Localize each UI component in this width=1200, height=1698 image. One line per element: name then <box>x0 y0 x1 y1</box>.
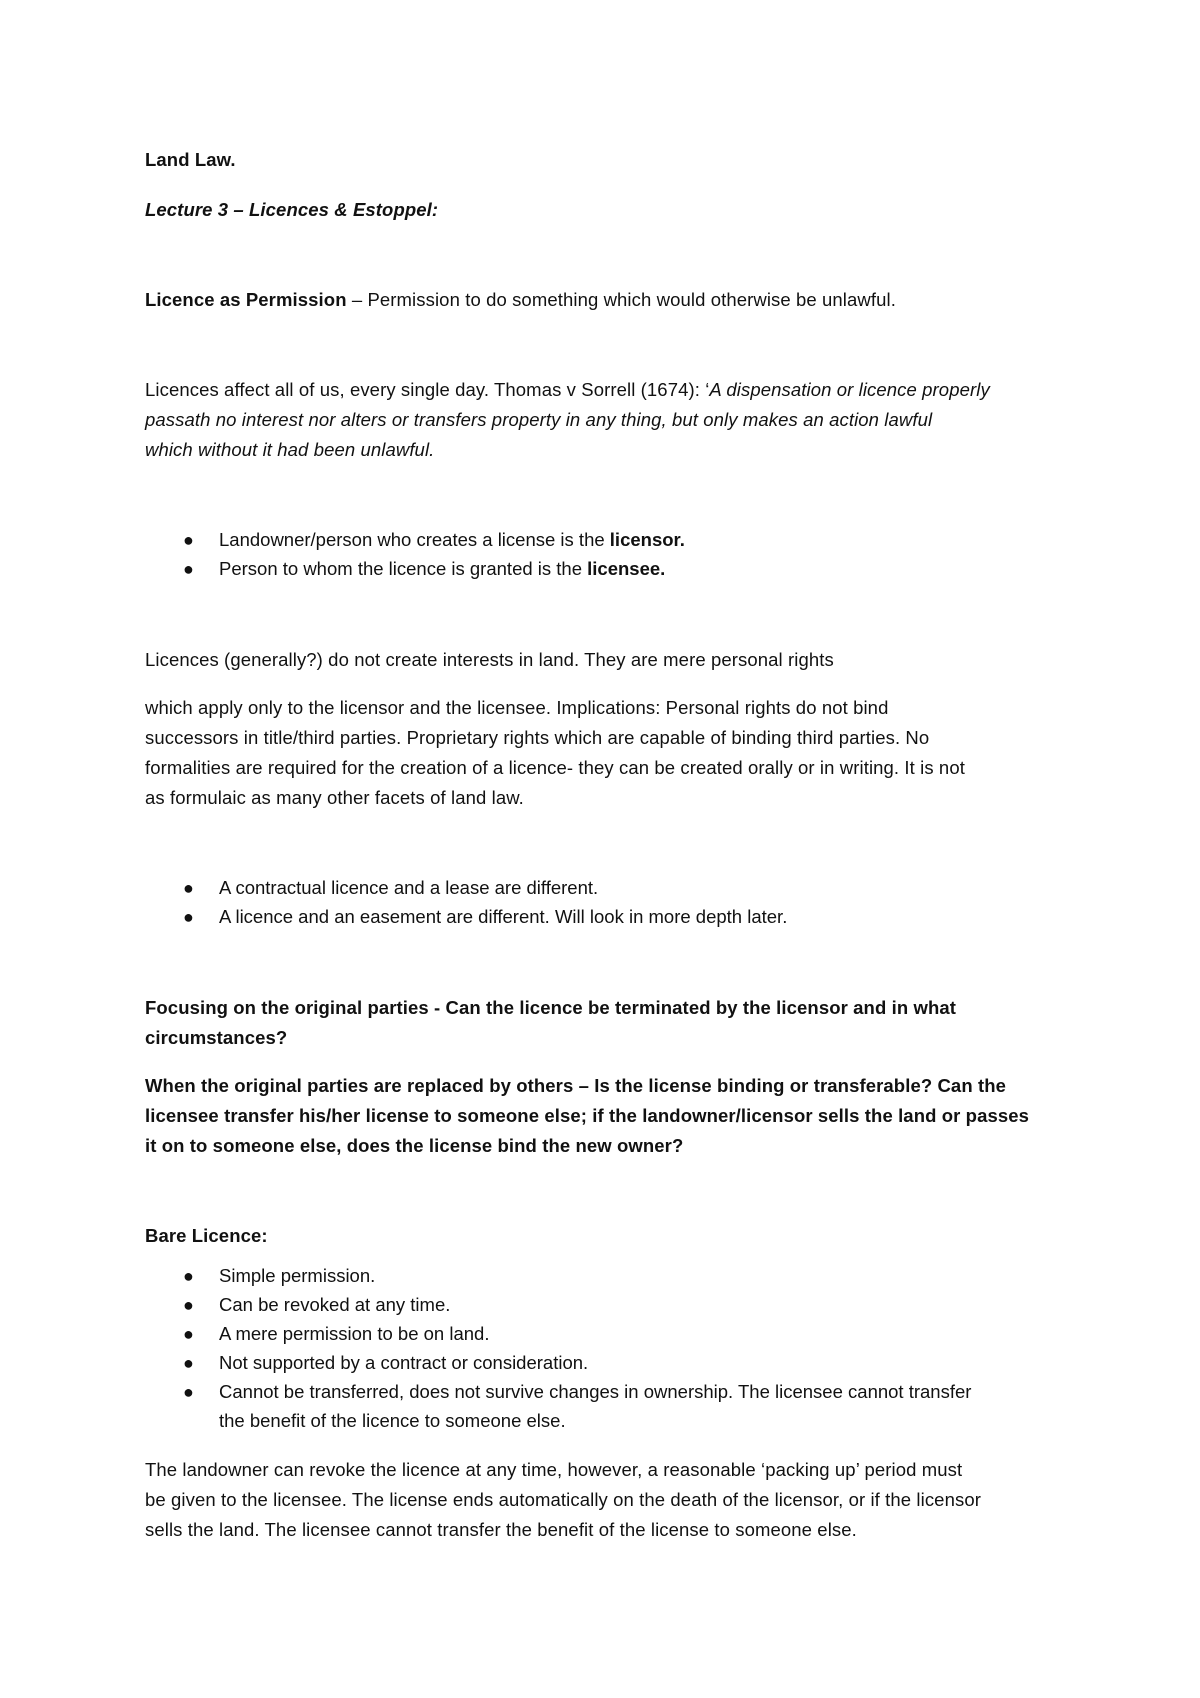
question-line: licensee transfer his/her license to someone else; if the landowner/licensor sells the land or passes <box>145 1105 1030 1126</box>
thomas-line-1 <box>145 378 990 402</box>
bullet-icon: ● <box>183 530 194 550</box>
question-line: Focusing on the original parties - Can the licence be terminated by the licensor and in what <box>145 997 957 1018</box>
bullet-icon: ● <box>183 1324 194 1344</box>
licence-permission-definition: – Permission to do something which would otherwise be unlawful. <box>346 289 896 310</box>
thomas-intro: Licences affect all of us, every single day. Thomas v Sorrell (1674): ‘ <box>145 379 710 400</box>
list-item: A mere permission to be on land. <box>219 1323 490 1344</box>
list-item: A contractual licence and a lease are different. <box>219 877 599 898</box>
bare-licence-para-line: sells the land. The licensee cannot transfer the benefit of the license to someone else. <box>145 1519 857 1540</box>
bullet-icon: ● <box>183 1266 194 1286</box>
personal-rights-para-line: successors in title/third parties. Proprietary rights which are capable of binding third parties. No <box>145 727 930 748</box>
list-item: Simple permission. <box>219 1265 376 1286</box>
lecture-subtitle: Lecture 3 – Licences & Estoppel: <box>145 199 439 220</box>
list-item: Not supported by a contract or consideration. <box>219 1352 589 1373</box>
bullet-icon: ● <box>183 1382 194 1402</box>
thomas-line-3: which without it had been unlawful. <box>145 439 435 460</box>
bullet-icon: ● <box>183 878 194 898</box>
bullet-icon: ● <box>183 559 194 579</box>
bare-licence-para-line: be given to the licensee. The license ends automatically on the death of the licensor, or if the licensor <box>145 1489 981 1510</box>
list-item: A licence and an easement are different. Will look in more depth later. <box>219 906 788 927</box>
thomas-quote-start: A dispensation or licence properly <box>709 379 990 400</box>
list-item <box>219 557 665 581</box>
list-item-continuation: the benefit of the licence to someone else. <box>219 1410 566 1431</box>
bullet-icon: ● <box>183 1353 194 1373</box>
thomas-line-2: passath no interest nor alters or transfers property in any thing, but only makes an action lawful <box>145 409 933 430</box>
question-line: circumstances? <box>145 1027 288 1048</box>
list-item-term: licensee. <box>587 558 666 579</box>
question-line: When the original parties are replaced by others – Is the license binding or transferable? Can the <box>145 1075 1007 1096</box>
question-line: it on to someone else, does the license bind the new owner? <box>145 1135 684 1156</box>
bullet-icon: ● <box>183 1295 194 1315</box>
personal-rights-para-line: which apply only to the licensor and the licensee. Implications: Personal rights do not bind <box>145 697 889 718</box>
list-item: Can be revoked at any time. <box>219 1294 451 1315</box>
list-item-text: Landowner/person who creates a license is the <box>219 529 610 550</box>
licence-permission-term: Licence as Permission <box>145 289 347 310</box>
document-title: Land Law. <box>145 149 236 170</box>
personal-rights-line: Licences (generally?) do not create interests in land. They are mere personal rights <box>145 649 834 670</box>
personal-rights-para-line: as formulaic as many other facets of land law. <box>145 787 524 808</box>
list-item: Cannot be transferred, does not survive changes in ownership. The licensee cannot transfer <box>219 1381 972 1402</box>
personal-rights-para-line: formalities are required for the creation of a licence- they can be created orally or in writing. It is not <box>145 757 965 778</box>
licence-permission-line <box>145 288 896 312</box>
bare-licence-para-line: The landowner can revoke the licence at any time, however, a reasonable ‘packing up’ period must <box>145 1459 963 1480</box>
bullet-icon: ● <box>183 907 194 927</box>
list-item-text: Person to whom the licence is granted is the <box>219 558 588 579</box>
bare-licence-heading: Bare Licence: <box>145 1225 268 1246</box>
list-item-term: licensor. <box>609 529 685 550</box>
list-item <box>219 528 685 552</box>
